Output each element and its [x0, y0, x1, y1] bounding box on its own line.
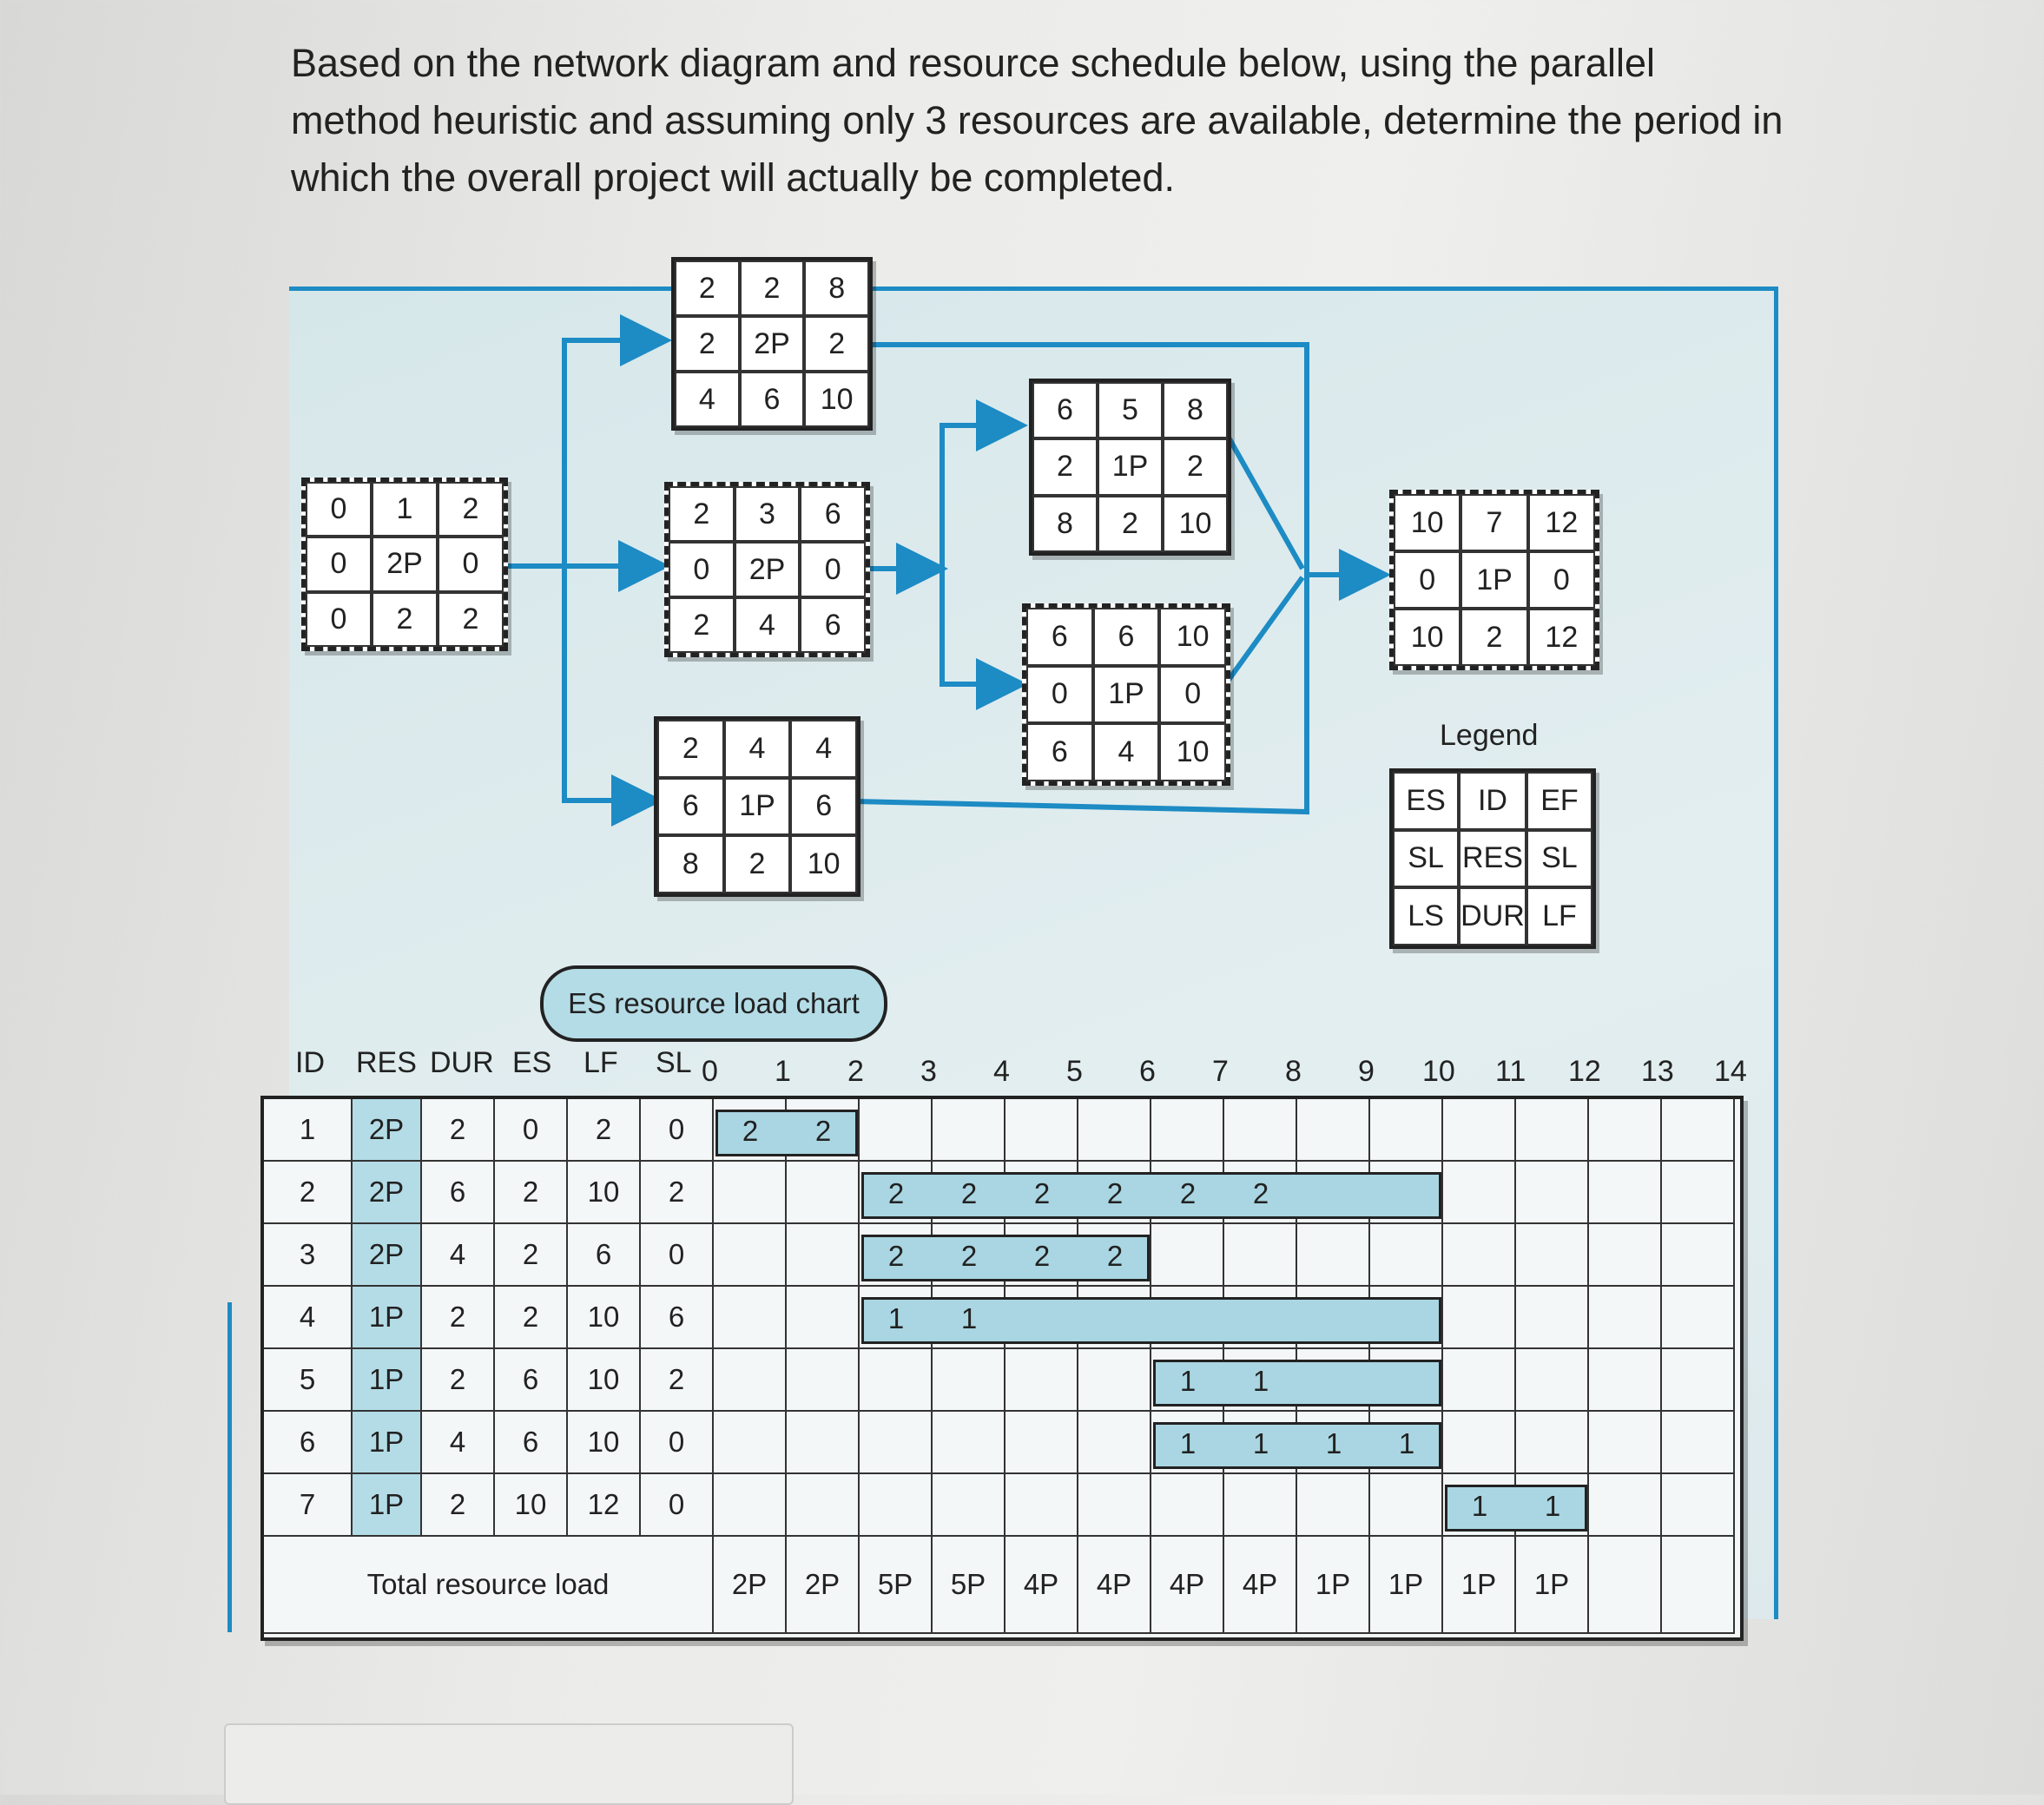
arrow-6-7: [1224, 577, 1302, 686]
table-cell: 4: [422, 1224, 495, 1287]
node-cell: 4: [1093, 723, 1160, 781]
arrow-3-5: [942, 425, 1018, 569]
load-value: 2: [960, 1177, 978, 1209]
period-cell: [1297, 1224, 1370, 1287]
period-cell: [1589, 1224, 1662, 1287]
table-cell: 2: [422, 1474, 495, 1537]
total-label: Total resource load: [264, 1537, 714, 1634]
period-cell: [1589, 1287, 1662, 1349]
node-cell: 2: [675, 316, 740, 372]
node-cell: 2: [1098, 496, 1163, 552]
period-cell: [1006, 1412, 1078, 1474]
period-cell: [1370, 1224, 1443, 1287]
node-cell: 10: [1394, 609, 1460, 666]
node-cell: 1: [372, 482, 438, 537]
period-cell: [787, 1349, 860, 1412]
total-cell: 4P: [1151, 1537, 1224, 1634]
table-cell: 2P: [353, 1224, 422, 1287]
table-cell: 4: [264, 1287, 353, 1349]
node-cell: 1P: [1093, 666, 1160, 724]
table-cell: 2: [495, 1224, 568, 1287]
period-cell: [1516, 1224, 1589, 1287]
node-cell: 2: [1460, 609, 1527, 666]
column-header: ID: [295, 1046, 325, 1079]
node-cell: ES: [1393, 772, 1459, 830]
load-value: 2: [1033, 1240, 1051, 1272]
node-cell: 0: [1159, 666, 1226, 724]
node-cell: 8: [804, 260, 869, 316]
total-cell: [1662, 1537, 1735, 1634]
period-cell: [1516, 1287, 1589, 1349]
node-cell: SL: [1393, 830, 1459, 888]
period-cell: [787, 1224, 860, 1287]
table-cell: 6: [422, 1162, 495, 1224]
period-cell: [714, 1412, 787, 1474]
node-cell: 10: [790, 835, 857, 893]
node-cell: 6: [1026, 723, 1093, 781]
node-cell: 6: [1026, 608, 1093, 666]
period-cell: [787, 1287, 860, 1349]
node-cell: 2: [669, 486, 735, 542]
table-cell: 0: [641, 1474, 714, 1537]
node-cell: 1P: [724, 778, 791, 836]
period-cell: [787, 1162, 860, 1224]
load-value: 2: [887, 1240, 905, 1272]
node-cell: 2: [438, 592, 504, 647]
table-cell: 1P: [353, 1412, 422, 1474]
period-cell: [1297, 1099, 1370, 1162]
period-header: 4: [993, 1055, 1010, 1088]
period-cell: [1516, 1099, 1589, 1162]
period-cell: [1006, 1474, 1078, 1537]
load-value: 1: [1398, 1427, 1415, 1459]
period-cell: [860, 1349, 933, 1412]
table-cell: 10: [568, 1412, 641, 1474]
node-6: [1022, 603, 1230, 786]
node-cell: 4: [735, 597, 801, 653]
period-cell: [1151, 1224, 1224, 1287]
period-header: 3: [920, 1055, 937, 1088]
table-cell: 1P: [353, 1287, 422, 1349]
table-cell: 6: [495, 1412, 568, 1474]
table-cell: 0: [641, 1099, 714, 1162]
period-header: 8: [1285, 1055, 1302, 1088]
period-cell: [1370, 1474, 1443, 1537]
table-cell: 5: [264, 1349, 353, 1412]
node-cell: 4: [675, 372, 740, 427]
node-cell: 0: [438, 537, 504, 591]
table-cell: 10: [495, 1474, 568, 1537]
load-value: 2: [1106, 1240, 1124, 1272]
load-value: 1: [1325, 1427, 1342, 1459]
period-cell: [1516, 1349, 1589, 1412]
period-cell: [1516, 1162, 1589, 1224]
total-cell: 4P: [1006, 1537, 1078, 1634]
period-cell: [1297, 1474, 1370, 1537]
node-cell: 5: [1098, 382, 1163, 438]
node-cell: ID: [1459, 772, 1526, 830]
load-value: 1: [887, 1302, 905, 1334]
period-header: 10: [1422, 1055, 1455, 1088]
table-cell: 1: [264, 1099, 353, 1162]
total-cell: 1P: [1370, 1537, 1443, 1634]
period-cell: [1662, 1412, 1735, 1474]
node-cell: 6: [740, 372, 805, 427]
node-cell: 8: [1032, 496, 1098, 552]
node-cell: 12: [1528, 609, 1595, 666]
period-cell: [1443, 1162, 1516, 1224]
node-cell: 2: [740, 260, 805, 316]
column-header: DUR: [430, 1046, 494, 1079]
total-cell: [1589, 1537, 1662, 1634]
period-cell: [1370, 1099, 1443, 1162]
question-text: Based on the network diagram and resource schedule below, using the parallel method heuristic and assuming only 3 resources are available, determine the period in which the overall project will actually be completed.: [291, 41, 1784, 200]
table-cell: 6: [641, 1287, 714, 1349]
table-cell: 10: [568, 1287, 641, 1349]
period-cell: [1078, 1349, 1151, 1412]
period-header: 2: [847, 1055, 864, 1088]
total-cell: 5P: [933, 1537, 1006, 1634]
column-header: LF: [584, 1046, 618, 1079]
total-cell: 1P: [1297, 1537, 1370, 1634]
node-cell: 2: [669, 597, 735, 653]
period-cell: [714, 1162, 787, 1224]
node-cell: 2P: [372, 537, 438, 591]
period-cell: [1078, 1412, 1151, 1474]
period-cell: [933, 1099, 1006, 1162]
period-cell: [1662, 1099, 1735, 1162]
period-header: 6: [1139, 1055, 1156, 1088]
node-cell: 4: [724, 720, 791, 778]
node-cell: 2P: [740, 316, 805, 372]
node-cell: 2P: [735, 542, 801, 597]
load-value: 2: [960, 1240, 978, 1272]
node-cell: 10: [804, 372, 869, 427]
legend-title: Legend: [1440, 719, 1539, 752]
node-cell: LF: [1526, 887, 1592, 945]
node-cell: 10: [1159, 608, 1226, 666]
load-value: 2: [1106, 1177, 1124, 1209]
period-cell: [1662, 1349, 1735, 1412]
node-cell: 2: [1032, 438, 1098, 495]
table-cell: 10: [568, 1162, 641, 1224]
period-header: 11: [1495, 1055, 1526, 1088]
node-cell: 2: [804, 316, 869, 372]
load-value: 2: [1179, 1177, 1197, 1209]
node-cell: 2: [675, 260, 740, 316]
table-cell: 7: [264, 1474, 353, 1537]
arrow-3-6: [942, 569, 1018, 684]
node-cell: 4: [790, 720, 857, 778]
period-header: 5: [1066, 1055, 1083, 1088]
table-cell: 2: [422, 1099, 495, 1162]
node-cell: 0: [1528, 551, 1595, 609]
arrow-5-7: [1224, 430, 1302, 569]
node-cell: 6: [790, 778, 857, 836]
arrow-1-4: [564, 566, 653, 800]
period-cell: [860, 1099, 933, 1162]
node-cell: 6: [800, 486, 866, 542]
period-cell: [1662, 1162, 1735, 1224]
period-cell: [1006, 1099, 1078, 1162]
node-cell: 0: [1394, 551, 1460, 609]
period-cell: [1224, 1474, 1297, 1537]
node-cell: 0: [306, 537, 372, 591]
node-cell: 6: [1093, 608, 1160, 666]
node-1: [301, 478, 508, 651]
period-cell: [1224, 1224, 1297, 1287]
node-4: [654, 716, 860, 897]
node-cell: 10: [1159, 723, 1226, 781]
period-cell: [714, 1474, 787, 1537]
period-header: 0: [702, 1055, 718, 1088]
period-cell: [1006, 1349, 1078, 1412]
node-cell: 10: [1394, 494, 1460, 551]
node-cell: 8: [657, 835, 724, 893]
period-cell: [1662, 1224, 1735, 1287]
table-cell: 2P: [353, 1099, 422, 1162]
load-value: 1: [1252, 1427, 1269, 1459]
table-cell: 0: [641, 1412, 714, 1474]
period-cell: [1151, 1474, 1224, 1537]
node-cell: SL: [1526, 830, 1592, 888]
period-cell: [933, 1474, 1006, 1537]
table-cell: 2: [641, 1349, 714, 1412]
load-value: 1: [1179, 1365, 1197, 1397]
node-cell: 0: [1026, 666, 1093, 724]
node-cell: EF: [1526, 772, 1592, 830]
period-cell: [1443, 1349, 1516, 1412]
node-cell: 0: [306, 592, 372, 647]
period-cell: [1662, 1474, 1735, 1537]
es-resource-load-chart-label: ES resource load chart: [540, 965, 887, 1042]
period-cell: [1078, 1474, 1151, 1537]
load-value: 2: [742, 1115, 759, 1147]
node-cell: 2: [1163, 438, 1228, 495]
table-cell: 2: [495, 1162, 568, 1224]
node-cell: 6: [1032, 382, 1098, 438]
table-cell: 6: [495, 1349, 568, 1412]
table-cell: 6: [264, 1412, 353, 1474]
period-cell: [1589, 1474, 1662, 1537]
node-cell: 0: [306, 482, 372, 537]
load-value: 1: [1252, 1365, 1269, 1397]
table-cell: 0: [641, 1224, 714, 1287]
load-value: 2: [887, 1177, 905, 1209]
period-cell: [1078, 1099, 1151, 1162]
period-header: 1: [775, 1055, 791, 1088]
total-cell: 4P: [1224, 1537, 1297, 1634]
table-cell: 2P: [353, 1162, 422, 1224]
node-cell: RES: [1459, 830, 1526, 888]
period-cell: [1516, 1412, 1589, 1474]
node-3: [664, 482, 870, 657]
node-cell: 0: [800, 542, 866, 597]
legend-node: [1389, 768, 1596, 949]
load-value: 2: [1033, 1177, 1051, 1209]
table-cell: 3: [264, 1224, 353, 1287]
table-cell: 10: [568, 1349, 641, 1412]
node-cell: LS: [1393, 887, 1459, 945]
arrow-1-2: [564, 340, 662, 566]
period-cell: [1224, 1099, 1297, 1162]
node-5: [1029, 379, 1231, 556]
node-cell: 10: [1163, 496, 1228, 552]
period-cell: [714, 1287, 787, 1349]
total-cell: 2P: [787, 1537, 860, 1634]
table-cell: 2: [568, 1099, 641, 1162]
period-cell: [1151, 1099, 1224, 1162]
period-cell: [933, 1349, 1006, 1412]
period-cell: [1443, 1287, 1516, 1349]
table-cell: 2: [641, 1162, 714, 1224]
period-cell: [787, 1412, 860, 1474]
node-cell: DUR: [1459, 887, 1526, 945]
load-value: 1: [960, 1302, 978, 1334]
period-header: 13: [1641, 1055, 1674, 1088]
total-cell: 1P: [1516, 1537, 1589, 1634]
table-cell: 0: [495, 1099, 568, 1162]
column-header: RES: [356, 1046, 417, 1079]
table-cell: 2: [264, 1162, 353, 1224]
period-cell: [1589, 1162, 1662, 1224]
table-cell: 4: [422, 1412, 495, 1474]
period-cell: [1589, 1412, 1662, 1474]
table-cell: 1P: [353, 1474, 422, 1537]
table-cell: 2: [422, 1287, 495, 1349]
table-cell: 12: [568, 1474, 641, 1537]
node-7: [1389, 490, 1599, 670]
table-cell: 6: [568, 1224, 641, 1287]
table-cell: 2: [495, 1287, 568, 1349]
period-header: 12: [1568, 1055, 1601, 1088]
node-cell: 12: [1528, 494, 1595, 551]
period-header: 7: [1212, 1055, 1229, 1088]
period-cell: [714, 1224, 787, 1287]
node-cell: 0: [669, 542, 735, 597]
period-cell: [933, 1412, 1006, 1474]
period-cell: [860, 1474, 933, 1537]
node-cell: 2: [438, 482, 504, 537]
load-value: 2: [1252, 1177, 1269, 1209]
period-cell: [1443, 1099, 1516, 1162]
table-cell: 1P: [353, 1349, 422, 1412]
node-cell: 2: [657, 720, 724, 778]
period-cell: [1443, 1224, 1516, 1287]
node-cell: 6: [657, 778, 724, 836]
column-header: ES: [512, 1046, 552, 1079]
node-cell: 1P: [1098, 438, 1163, 495]
node-2: [671, 257, 873, 431]
total-cell: 1P: [1443, 1537, 1516, 1634]
column-header: SL: [656, 1046, 692, 1079]
period-cell: [1443, 1412, 1516, 1474]
node-cell: 3: [735, 486, 801, 542]
load-value: 1: [1544, 1490, 1561, 1522]
period-header: 9: [1358, 1055, 1375, 1088]
period-cell: [787, 1474, 860, 1537]
period-cell: [860, 1412, 933, 1474]
load-value: 1: [1471, 1490, 1488, 1522]
node-cell: 2: [372, 592, 438, 647]
answer-input[interactable]: [224, 1723, 794, 1805]
period-cell: [1662, 1287, 1735, 1349]
load-value: 2: [814, 1115, 832, 1147]
node-cell: 1P: [1460, 551, 1527, 609]
node-cell: 8: [1163, 382, 1228, 438]
period-header: 14: [1714, 1055, 1747, 1088]
total-cell: 4P: [1078, 1537, 1151, 1634]
table-cell: 2: [422, 1349, 495, 1412]
node-cell: 6: [800, 597, 866, 653]
node-cell: 7: [1460, 494, 1527, 551]
total-cell: 5P: [860, 1537, 933, 1634]
node-cell: 2: [724, 835, 791, 893]
period-cell: [714, 1349, 787, 1412]
period-cell: [1589, 1349, 1662, 1412]
load-value: 1: [1179, 1427, 1197, 1459]
total-cell: 2P: [714, 1537, 787, 1634]
period-cell: [1589, 1099, 1662, 1162]
